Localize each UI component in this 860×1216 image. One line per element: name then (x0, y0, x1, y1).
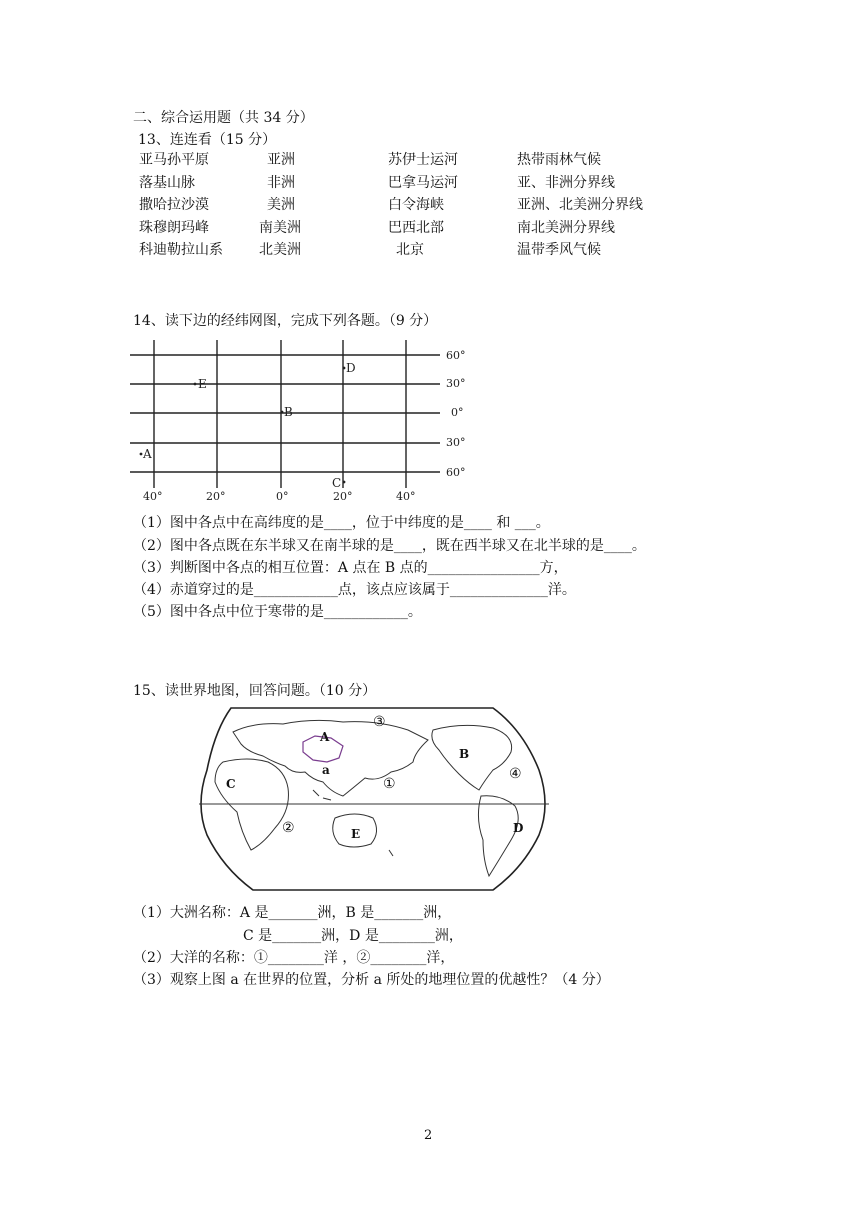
q13-col2-item: 南美洲 (259, 219, 301, 236)
point-a-marker (140, 453, 143, 456)
section-heading: 二、综合运用题（共 34 分） (133, 110, 314, 126)
q13-col4-item: 亚、非洲分界线 (517, 174, 615, 191)
point-a-label: A (143, 447, 152, 461)
q13-col4-item: 温带季风气候 (517, 242, 601, 258)
lon-label-20e: 20° (333, 490, 353, 503)
q13-column-1 (139, 149, 223, 262)
q14-item-1: （1）图中各点中在高纬度的是____，位于中纬度的是____ 和 ___。 (133, 515, 550, 531)
map-label-d: D (513, 821, 524, 835)
q14-title: 14、读下边的经纬网图，完成下列各题。（9 分） (133, 313, 438, 329)
q14-item-5: （5）图中各点中位于寒带的是____________。 (133, 604, 422, 620)
page-number: 2 (424, 1128, 433, 1143)
point-b-label: B (284, 405, 293, 419)
q15-item-1: （1）大洲名称：A 是_______洲，B 是_______洲， (133, 905, 452, 921)
q13-col3-item: 巴西北部 (388, 219, 444, 236)
point-c-marker (343, 481, 346, 484)
q14-item-2: （2）图中各点既在东半球又在南半球的是____，既在西半球又在北半球的是____。 (133, 538, 646, 554)
q13-col4-item: 热带雨林气候 (517, 152, 601, 168)
q13-col1-item: 科迪勒拉山系 (139, 242, 223, 258)
point-e-label: E (198, 377, 207, 391)
q13-col4-item: 南北美洲分界线 (517, 219, 615, 236)
q15-item-2: （2）大洋的名称：①________洋 ，②________洋， (133, 950, 455, 966)
eurasia-coastline (233, 720, 428, 796)
lat-label-60n: 60° (446, 349, 466, 362)
south-america-coastline (478, 796, 518, 876)
q13-col4-item: 亚洲、北美洲分界线 (517, 197, 643, 213)
q13-col1-item: 亚马孙平原 (139, 152, 209, 168)
q13-col3-item: 白令海峡 (388, 197, 444, 213)
q13-col1-item: 珠穆朗玛峰 (139, 219, 209, 236)
lat-label-30s: 30° (446, 436, 466, 449)
map-outline (201, 708, 545, 890)
q15-item-3: （3）观察上图 a 在世界的位置，分析 a 所处的地理位置的优越性？（4 分） (133, 972, 610, 988)
point-d-label: D (346, 361, 356, 375)
q13-col3-item: 北京 (396, 242, 424, 258)
ocean-label-2: ② (282, 820, 295, 836)
q15-title: 15、读世界地图，回答问题。（10 分） (133, 683, 377, 699)
map-label-e: E (351, 827, 361, 841)
lon-label-40w: 40° (143, 490, 163, 503)
lat-label-0: 0° (451, 406, 464, 419)
lon-label-20w: 20° (206, 490, 226, 503)
point-b-marker (281, 411, 284, 414)
map-label-a-lower: a (322, 763, 330, 777)
q14-item-4: （4）赤道穿过的是____________点，该点应该属于______________洋。 (133, 582, 576, 598)
point-d-marker (343, 367, 346, 370)
q13-col1-item: 落基山脉 (139, 174, 195, 191)
map-label-c: C (226, 777, 236, 791)
world-map-figure (193, 700, 555, 896)
q13-col2-item: 亚洲 (267, 152, 295, 168)
q13-column-3 (388, 149, 458, 262)
lat-lon-grid-figure (125, 336, 475, 506)
q13-col2-item: 美洲 (267, 197, 295, 213)
africa-coastline (215, 759, 288, 850)
ocean-label-1: ① (383, 776, 396, 792)
map-label-a-upper: A (320, 730, 330, 744)
q13-title: 13、连连看（15 分） (138, 132, 277, 148)
lat-label-30n: 30° (446, 377, 466, 390)
q13-col2-item: 北美洲 (259, 242, 301, 258)
ocean-label-3: ③ (373, 714, 386, 730)
q13-col2-item: 非洲 (267, 174, 295, 191)
ocean-label-4: ④ (509, 766, 522, 782)
q13-column-4 (517, 149, 643, 262)
point-e-marker (194, 383, 197, 386)
q13-col3-item: 巴拿马运河 (388, 174, 458, 191)
q15-item-1-cont: C 是_______洲，D 是________洲， (243, 928, 463, 944)
lon-label-40e: 40° (396, 490, 416, 503)
q14-item-3: （3）判断图中各点的相互位置：A 点在 B 点的________________方， (133, 560, 568, 576)
q13-col3-item: 苏伊士运河 (388, 152, 458, 168)
q13-col1-item: 撒哈拉沙漠 (139, 197, 209, 213)
north-america-coastline (432, 725, 512, 790)
q13-column-2 (259, 149, 301, 262)
map-label-b: B (459, 747, 470, 761)
lat-label-60s: 60° (446, 466, 466, 479)
lon-label-0: 0° (276, 490, 289, 503)
point-c-label: C (332, 476, 342, 490)
